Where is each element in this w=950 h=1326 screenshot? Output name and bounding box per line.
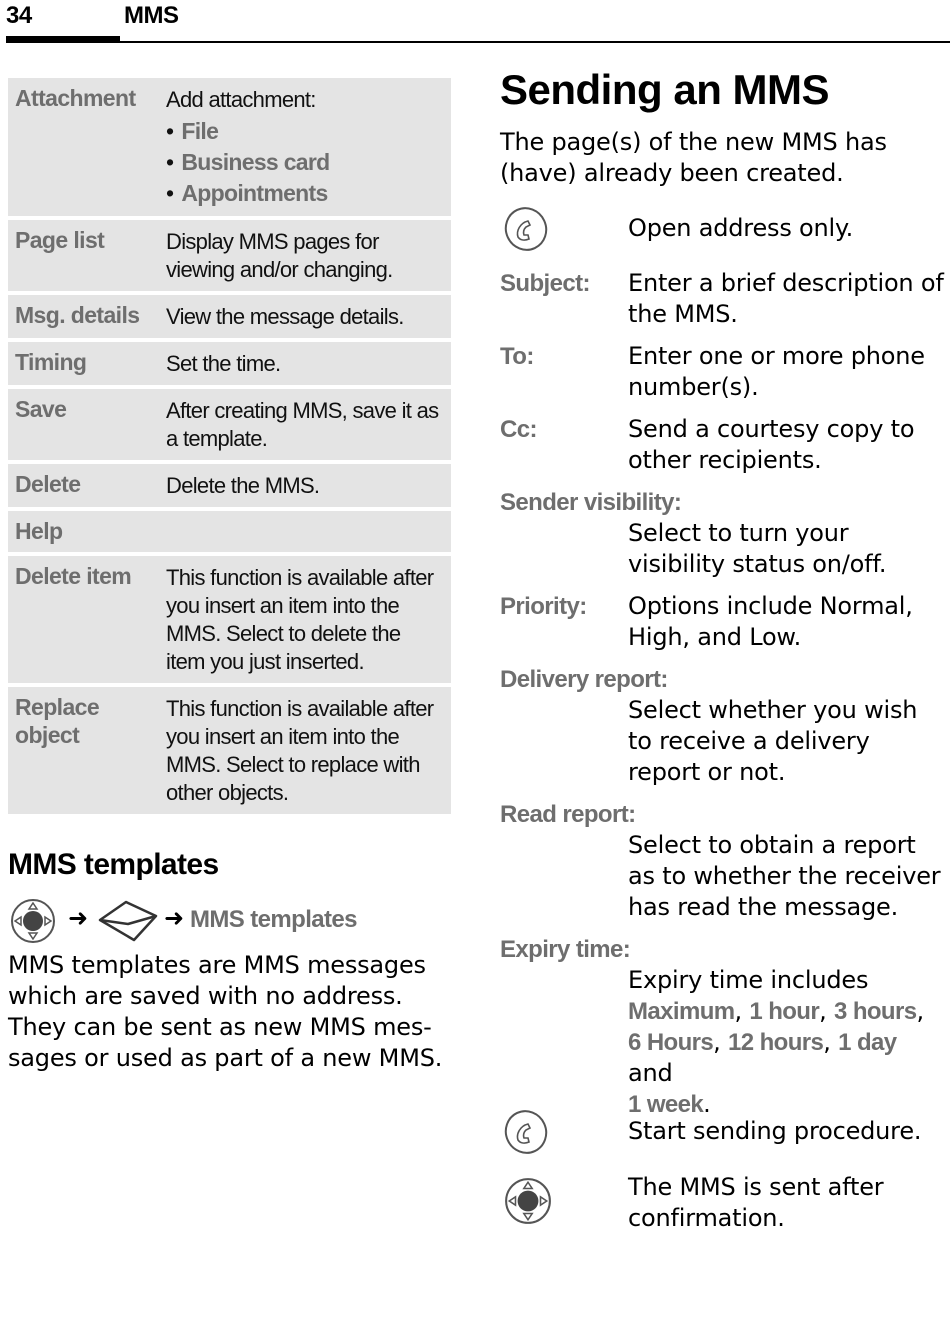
option-label: Save	[15, 396, 67, 422]
priority-text: Options include Normal, High, and Low.	[628, 592, 913, 651]
header-title: MMS	[124, 2, 179, 29]
templates-description: MMS templates are MMS messages which are saved with no address. They can be sent as new MMS mes-sages or used as part of a new MMS.	[8, 951, 443, 1072]
arrow-icon: ➜	[68, 904, 89, 932]
open-address-text: Open address only.	[628, 214, 854, 242]
expiry-time-label: Expiry time:	[500, 936, 631, 963]
sender-visibility-item	[500, 487, 945, 582]
table-row	[8, 220, 451, 291]
header-rule	[120, 41, 950, 43]
table-row	[8, 687, 451, 814]
cc-label: Cc:	[500, 416, 537, 443]
delivery-report-item	[500, 664, 945, 790]
table-row	[8, 464, 451, 507]
separator: ,	[916, 997, 924, 1025]
delivery-report-text: Select whether you wish to receive a delivery report or not.	[628, 696, 918, 786]
option-description	[166, 517, 451, 545]
options-table	[8, 78, 451, 818]
separator: ,	[823, 1028, 831, 1056]
subject-text: Enter a brief description of the MMS.	[628, 269, 944, 328]
option-description: This function is available after you insert an item into the MMS. Select to replace with other objects.	[166, 696, 434, 805]
option-description: Set the time.	[166, 351, 281, 376]
subject-label: Subject:	[500, 270, 590, 297]
to-item	[500, 341, 945, 405]
attachment-intro: Add attachment:	[166, 87, 316, 112]
page-header	[0, 0, 950, 46]
table-row	[8, 556, 451, 683]
start-sending-text: Start sending procedure.	[628, 1117, 922, 1145]
to-text: Enter one or more phone number(s).	[628, 342, 925, 401]
option-description: This function is available after you insert an item into the MMS. Select to delete the item you just inserted.	[166, 565, 434, 674]
option-label: Delete	[15, 471, 81, 497]
priority-item	[500, 591, 945, 655]
list-item	[166, 178, 451, 209]
expiry-option: 1 day	[838, 1029, 897, 1056]
call-key-icon	[502, 205, 552, 253]
table-row	[8, 511, 451, 552]
templates-heading: MMS templates	[8, 848, 219, 881]
page-number: 34	[6, 2, 32, 29]
subject-item	[500, 268, 945, 332]
table-row	[8, 389, 451, 460]
option-description: Display MMS pages for viewing and/or changing.	[166, 229, 393, 282]
expiry-intro: Expiry time includes	[628, 966, 869, 994]
separator: ,	[734, 997, 742, 1025]
option-label: Delete item	[15, 563, 132, 589]
sender-visibility-label: Sender visibility:	[500, 489, 682, 516]
list-item	[166, 147, 451, 178]
bullet-text: Business card	[181, 149, 330, 175]
expiry-option: 1 hour	[749, 998, 820, 1025]
option-label: Page list	[15, 227, 105, 253]
read-report-item	[500, 799, 945, 925]
option-description	[166, 84, 451, 209]
navigation-key-icon	[503, 1176, 553, 1226]
sent-after-text: The MMS is sent after confirmation.	[628, 1173, 884, 1232]
section-heading: Sending an MMS	[500, 66, 829, 113]
open-address-item	[500, 205, 945, 255]
expiry-option: 6 Hours	[628, 1029, 714, 1056]
bullet-text: File	[181, 118, 219, 144]
call-key-icon	[502, 1108, 552, 1156]
bullet: •	[166, 149, 174, 175]
expiry-option: Maximum	[628, 998, 735, 1025]
list-item	[166, 116, 451, 147]
table-row	[8, 78, 451, 216]
option-label: Attachment	[15, 85, 136, 111]
option-label: Timing	[15, 349, 87, 375]
arrow-icon: ➜	[164, 904, 185, 932]
nav-label: MMS templates	[190, 906, 357, 933]
period: .	[703, 1090, 711, 1118]
expiry-option: 12 hours	[728, 1029, 824, 1056]
expiry-time-item	[500, 934, 945, 1118]
separator: ,	[819, 997, 827, 1025]
expiry-and: and	[628, 1059, 673, 1087]
option-label: Help	[15, 518, 63, 544]
start-sending-item	[500, 1108, 945, 1160]
sent-after-item	[500, 1172, 945, 1236]
priority-label: Priority:	[500, 593, 587, 620]
expiry-option: 1 week	[628, 1091, 704, 1118]
bullet: •	[166, 118, 174, 144]
delivery-report-label: Delivery report:	[500, 666, 668, 693]
templates-nav-path	[10, 898, 450, 944]
table-row	[8, 295, 451, 338]
cc-item	[500, 414, 945, 478]
option-description: View the message details.	[166, 304, 404, 329]
navigation-key-icon	[10, 898, 58, 944]
expiry-time-text	[628, 965, 948, 1120]
header-rule-thick	[6, 36, 120, 43]
read-report-text: Select to obtain a report as to whether the receiver has read the message.	[628, 831, 941, 921]
sender-visibility-text: Select to turn your visibility status on/off.	[628, 519, 887, 578]
separator: ,	[713, 1028, 721, 1056]
option-label: Replace object	[15, 694, 100, 748]
envelope-icon	[96, 898, 160, 944]
bullet: •	[166, 180, 174, 206]
option-label: Msg. details	[15, 302, 140, 328]
to-label: To:	[500, 343, 534, 370]
intro-text: The page(s) of the new MMS has (have) already been created.	[500, 128, 887, 187]
expiry-option: 3 hours	[834, 998, 917, 1025]
cc-text: Send a courtesy copy to other recipients.	[628, 415, 915, 474]
option-description: Delete the MMS.	[166, 473, 320, 498]
option-description: After creating MMS, save it as a template.	[166, 398, 439, 451]
read-report-label: Read report:	[500, 801, 636, 828]
table-row	[8, 342, 451, 385]
bullet-text: Appointments	[181, 180, 328, 206]
attachment-list	[166, 116, 451, 209]
